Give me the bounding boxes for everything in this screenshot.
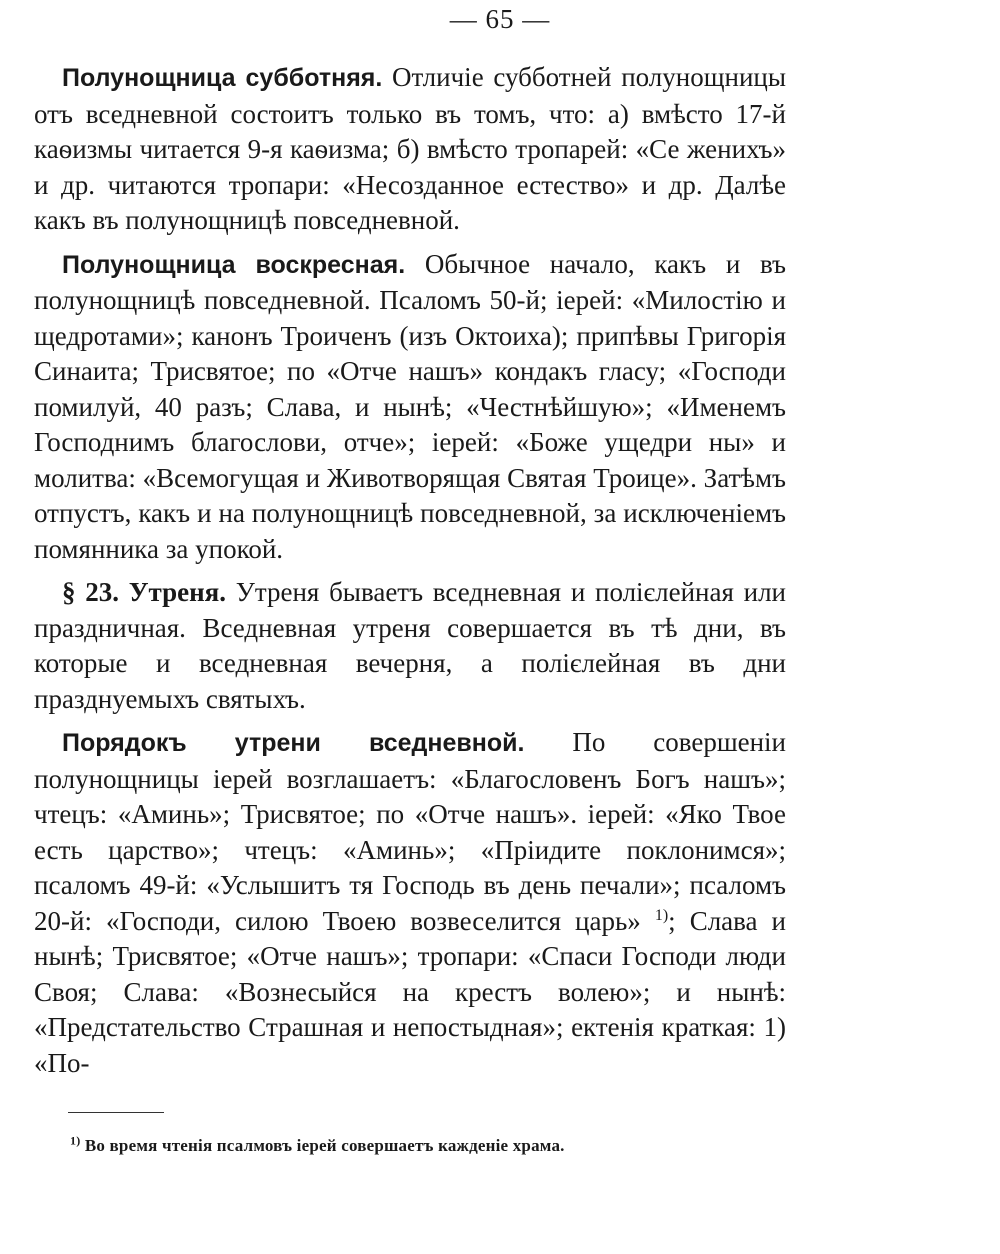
section-heading: § 23. Утреня. bbox=[62, 577, 227, 607]
paragraph-text: Утреня бываетъ вседневная и полієлейная или праздничная. Вседневная утреня совершается въ тѣ дни, въ которые и вседневная вечерня, а полієлейная въ дни празднуемыхъ святыхъ. bbox=[34, 577, 787, 714]
paragraph-heading: Полунощница воскресная. bbox=[62, 250, 406, 279]
paragraph-text-continued: ; Слава и нынѣ; Трисвятое; «Отче нашъ»; тропари: «Спаси Господи люди Своя; Слава: «Вознесыйся на крестъ волею»; и нынѣ: «Предстательство Страшная и непостыдная»; ектенія краткая: 1) «По- bbox=[34, 905, 787, 1078]
paragraph-text: Отличіе субботней полунощницы отъ вседневной состоитъ только въ томъ, что: а) вмѣсто 17-й каѳизмы читается 9-я каѳизма; б) вмѣсто тропарей: «Се женихъ» и др. читаются тропари: «Несозданное естество» и др. Далѣе какъ въ полунощницѣ повседневной. bbox=[34, 62, 786, 235]
paragraph-text: По совершеніи полунощницы іерей возглашаетъ: «Благословенъ Богъ нашъ»; чтецъ: «Аминь»; Трисвятое; по «Отче нашъ». іерей: «Яко Твое есть царство»; чтецъ: «Аминь»; «Пріидите поклонимся»; псаломъ 49-й: «Услышитъ тя Господь въ день печали»; псаломъ 20-й: «Господи, силою Твоею возвеселится царь» bbox=[34, 727, 786, 936]
paragraph-heading: Полунощница субботняя. bbox=[62, 64, 383, 92]
footnote-text: Во время чтенія псалмовъ іерей совершаетъ кажденіе храма. bbox=[80, 1136, 565, 1155]
paragraph-heading: Порядокъ утрени вседневной. bbox=[62, 729, 525, 757]
page-body bbox=[34, 60, 786, 1089]
page-number: — 65 — bbox=[449, 4, 551, 34]
footnote bbox=[70, 1133, 790, 1156]
paragraph-section-23-matins bbox=[34, 575, 786, 717]
footnote-mark: 1) bbox=[70, 1133, 81, 1148]
footnote-reference: 1) bbox=[654, 906, 669, 924]
paragraph-sunday-midnight-office bbox=[34, 247, 786, 568]
paragraph-text: Обычное начало, какъ и въ полунощницѣ повседневной. Псаломъ 50-й; іерей: «Милостію и щедротами»; канонъ Троиченъ (изъ Октоиха); припѣвы Григорія Синаита; Трисвятое; по «Отче нашъ» кондакъ гласу; «Господи помилуй, 40 разъ; Слава, и нынѣ; «Честнѣйшую»; «Именемъ Господнимъ благослови, отче»; іерей: «Боже ущедри ны» и молитва: «Всемогущая и Животворящая Святая Троице». Затѣмъ отпустъ, какъ и на полунощницѣ повседневной, за исключеніемъ помянника за упокой. bbox=[34, 248, 787, 564]
paragraph-daily-matins-order bbox=[34, 725, 786, 1081]
paragraph-saturday-midnight-office bbox=[34, 60, 786, 239]
footnote-divider bbox=[68, 1112, 164, 1113]
